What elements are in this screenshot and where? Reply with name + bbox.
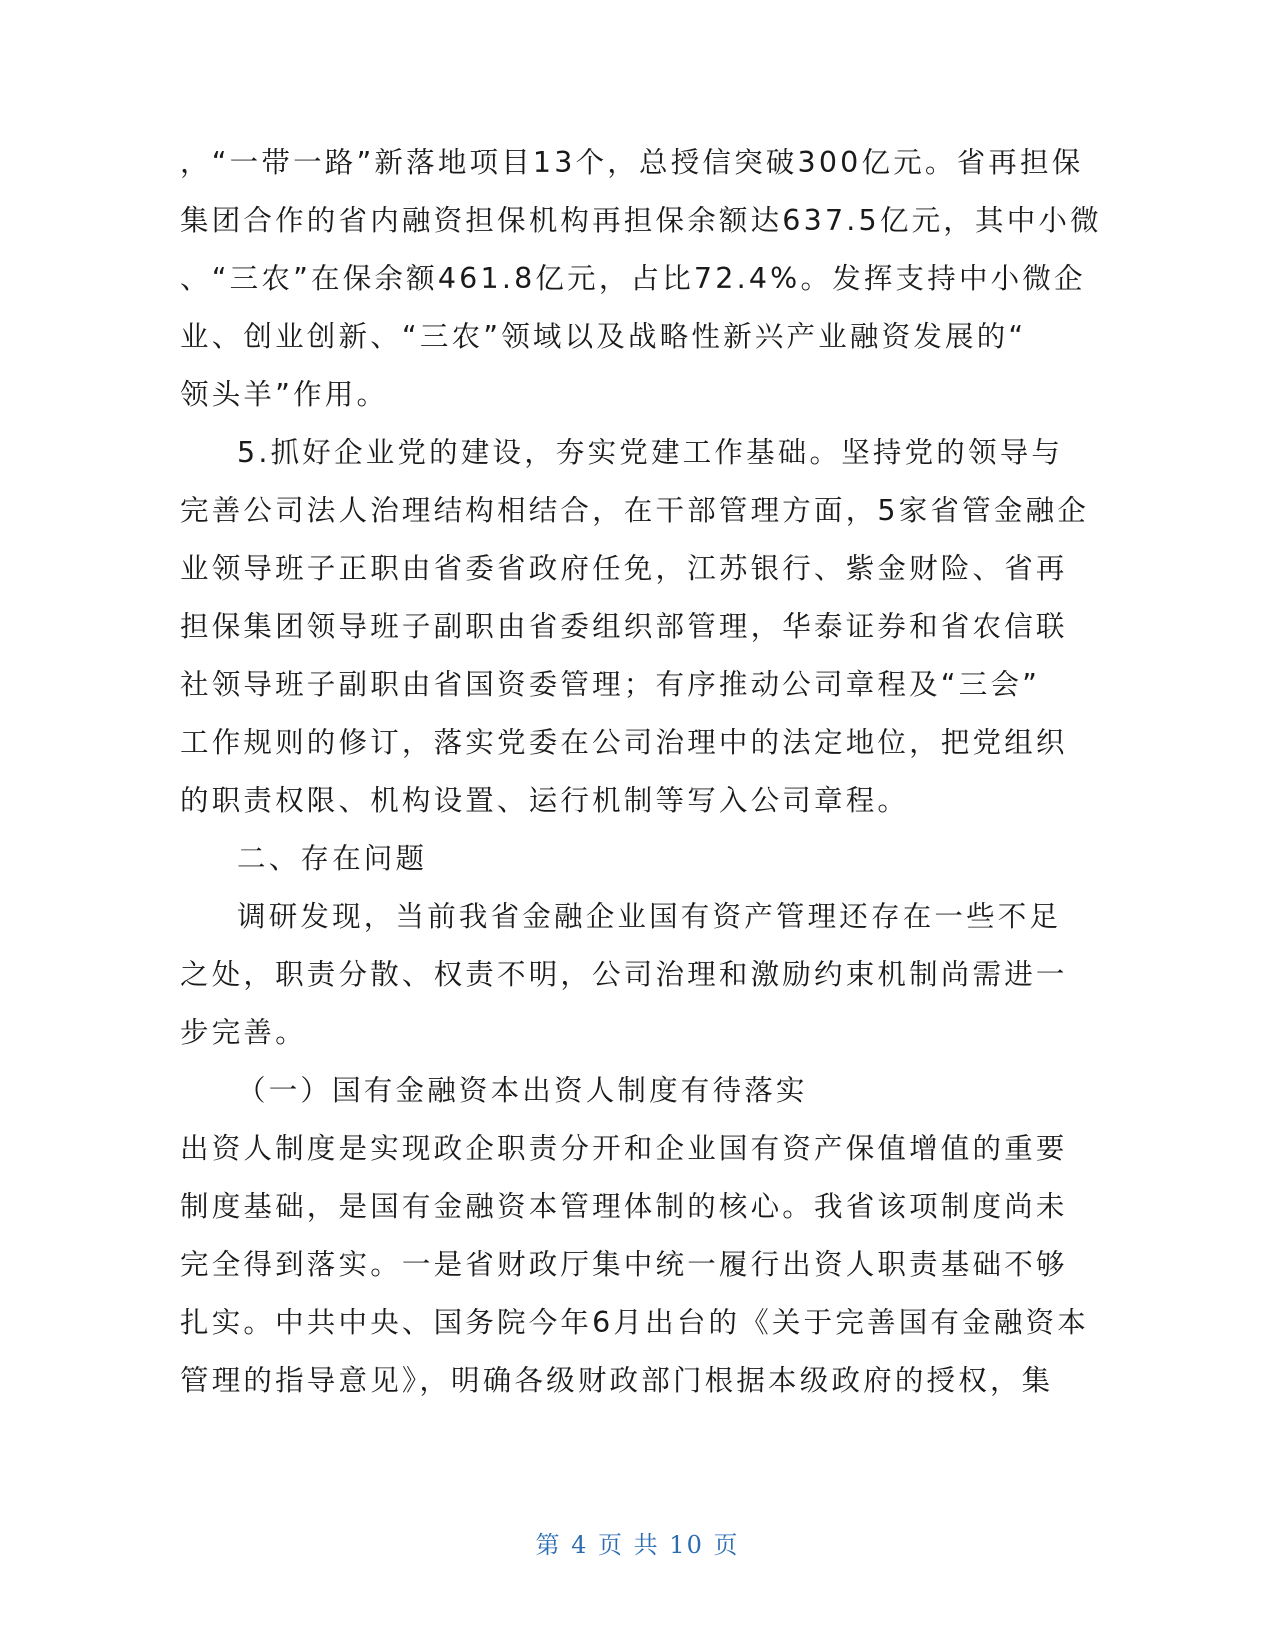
text-line: 步完善。 — [180, 1016, 307, 1049]
text-line: 、“三农”在保余额461.8亿元，占比72.4%。发挥支持中小微企 — [180, 262, 1086, 295]
text-line: 业、创业创新、“三农”领域以及战略性新兴产业融资发展的“ — [180, 320, 1027, 353]
text-line: 担保集团领导班子副职由省委组织部管理，华泰证券和省农信联 — [180, 610, 1068, 643]
text-line: 制度基础，是国有金融资本管理体制的核心。我省该项制度尚未 — [180, 1190, 1068, 1223]
text-line: 领头羊”作用。 — [180, 378, 389, 411]
text-line: 业领导班子正职由省委省政府任免，江苏银行、紫金财险、省再 — [180, 552, 1068, 585]
text-line: 出资人制度是实现政企职责分开和企业国有资产保值增值的重要 — [180, 1132, 1068, 1165]
page-number-footer: 第 4 页 共 10 页 — [535, 1531, 740, 1559]
section-heading: 5.抓好企业党的建设，夯实党建工作基础。坚持党的领导与 — [237, 436, 1064, 469]
text-line: 完善公司法人治理结构相结合，在干部管理方面，5家省管金融企 — [180, 494, 1089, 527]
text-line: 管理的指导意见》，明确各级财政部门根据本级政府的授权，集 — [180, 1364, 1054, 1397]
text-line: 工作规则的修订，落实党委在公司治理中的法定地位，把党组织 — [180, 726, 1068, 759]
text-line: 调研发现，当前我省金融企业国有资产管理还存在一些不足 — [237, 900, 1062, 933]
text-line: 集团合作的省内融资担保机构再担保余额达637.5亿元，其中小微 — [180, 204, 1102, 237]
text-line: 之处，职责分散、权责不明，公司治理和激励约束机制尚需进一 — [180, 958, 1068, 991]
text-line: 的职责权限、机构设置、运行机制等写入公司章程。 — [180, 784, 910, 817]
text-line: 扎实。中共中央、国务院今年6月出台的《关于完善国有金融资本 — [180, 1306, 1089, 1339]
section-heading: 二、存在问题 — [237, 842, 428, 875]
text-line: 社领导班子副职由省国资委管理；有序推动公司章程及“三会” — [180, 668, 1041, 701]
text-line: ，“一带一路”新落地项目13个，总授信突破300亿元。省再担保 — [180, 146, 1084, 179]
text-line: 完全得到落实。一是省财政厅集中统一履行出资人职责基础不够 — [180, 1248, 1068, 1281]
subsection-heading: （一）国有金融资本出资人制度有待落实 — [237, 1074, 808, 1107]
